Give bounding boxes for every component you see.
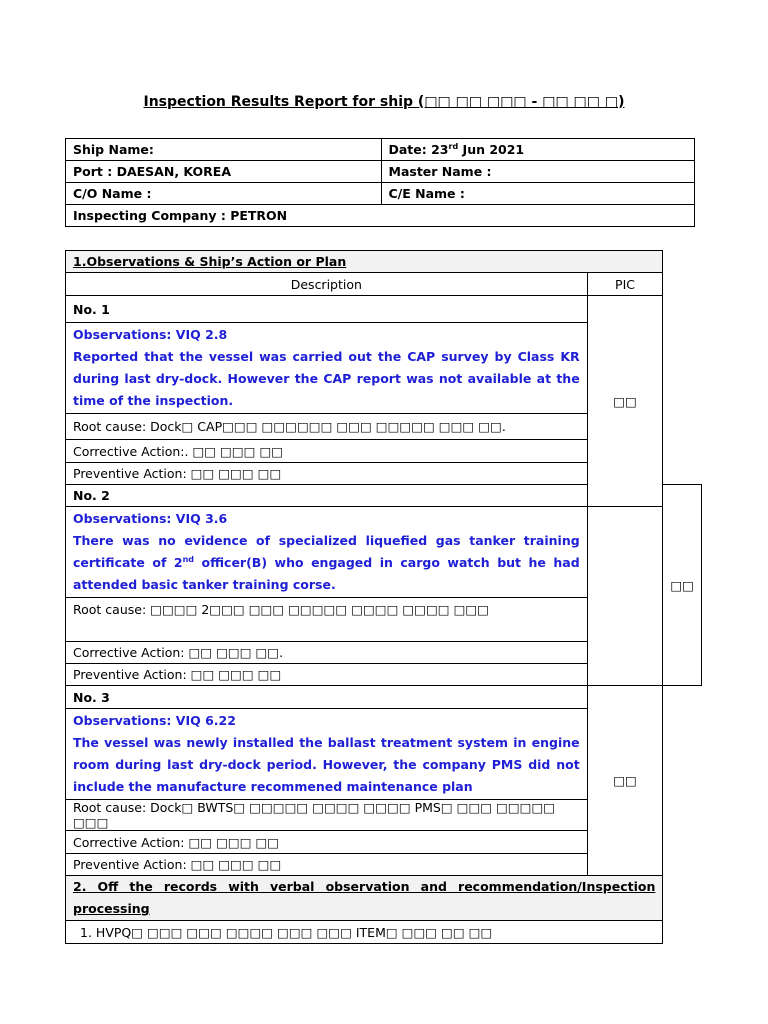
item-2-observation xyxy=(66,507,588,598)
item-2-preventive-action: Preventive Action: □□ □□□ □□ xyxy=(66,664,588,686)
item-3-preventive-action: Preventive Action: □□ □□□ □□ xyxy=(66,854,588,876)
inspecting-company-cell: Inspecting Company : PETRON xyxy=(66,205,695,227)
item-2-observation-title: Observations: VIQ 3.6 xyxy=(73,511,228,526)
ce-name-cell: C/E Name : xyxy=(381,183,695,205)
item-3-observation-text: The vessel was newly installed the ballast treatment system in engine room during last dry-dock period. However, the company PMS did not include the manufacture recommened maintenance plan xyxy=(73,735,580,794)
item-3-pic: □□ xyxy=(587,686,663,876)
item-3-number: No. 3 xyxy=(66,686,588,709)
item-3-observation-title: Observations: VIQ 6.22 xyxy=(73,713,236,728)
item-2-observation-text: There was no evidence of specialized liquefied gas tanker training certificate of 2nd officer(B) who engaged in cargo watch but he had attended basic tanker training corse. xyxy=(73,533,580,592)
co-name-cell: C/O Name : xyxy=(66,183,382,205)
item-1-observation xyxy=(66,323,588,414)
item-2-pic: □□ xyxy=(663,485,702,686)
item-3-root-cause: Root cause: Dock□ BWTS□ □□□□□ □□□□ □□□□ PMS□ □□□ □□□□□ □□□ xyxy=(66,800,588,831)
section2-list-item xyxy=(66,921,663,944)
item-2-root-cause: Root cause: □□□□ 2□□□ □□□ □□□□□ □□□□ □□□□ □□□ xyxy=(66,598,588,642)
item-2-number: No. 2 xyxy=(66,485,588,507)
item-3-observation xyxy=(66,709,588,800)
ship-info-table xyxy=(65,138,695,227)
item-1-root-cause: Root cause: Dock□ CAP□□□ □□□□□□ □□□ □□□□□ □□□ □□. xyxy=(66,414,588,440)
item-1-number: No. 1 xyxy=(66,296,588,323)
observations-table xyxy=(65,250,702,944)
section2-item-text: HVPQ□ □□□ □□□ □□□□ □□□ □□□ ITEM□ □□□ □□ □□ xyxy=(95,924,493,940)
item-1-pic: □□ xyxy=(587,296,663,507)
item-3-corrective-action: Corrective Action: □□ □□□ □□ xyxy=(66,831,588,854)
ship-name-cell: Ship Name: xyxy=(66,139,382,161)
item-1-observation-title: Observations: VIQ 2.8 xyxy=(73,327,228,342)
pic-column-header: PIC xyxy=(587,273,663,296)
date-cell: Date: 23rd Jun 2021 xyxy=(381,139,695,161)
section2-item-number: 1. xyxy=(80,924,92,940)
section2-heading: 2. Off the records with verbal observation and recommendation/Inspection processing xyxy=(66,876,663,921)
section1-heading: 1.Observations & Ship’s Action or Plan xyxy=(66,251,663,273)
item-1-preventive-action: Preventive Action: □□ □□□ □□ xyxy=(66,463,588,485)
item-1-observation-text: Reported that the vessel was carried out the CAP survey by Class KR during last dry-dock. However the CAP report was not available at the time of the inspection. xyxy=(73,349,580,408)
item-2-corrective-action: Corrective Action: □□ □□□ □□. xyxy=(66,642,588,664)
report-title: Inspection Results Report for ship (□□ □□ □□□ - □□ □□ □) xyxy=(143,94,625,110)
item-1-corrective-action: Corrective Action:. □□ □□□ □□ xyxy=(66,440,588,463)
port-cell: Port : DAESAN, KOREA xyxy=(66,161,382,183)
description-column-header: Description xyxy=(66,273,588,296)
master-name-cell: Master Name : xyxy=(381,161,695,183)
